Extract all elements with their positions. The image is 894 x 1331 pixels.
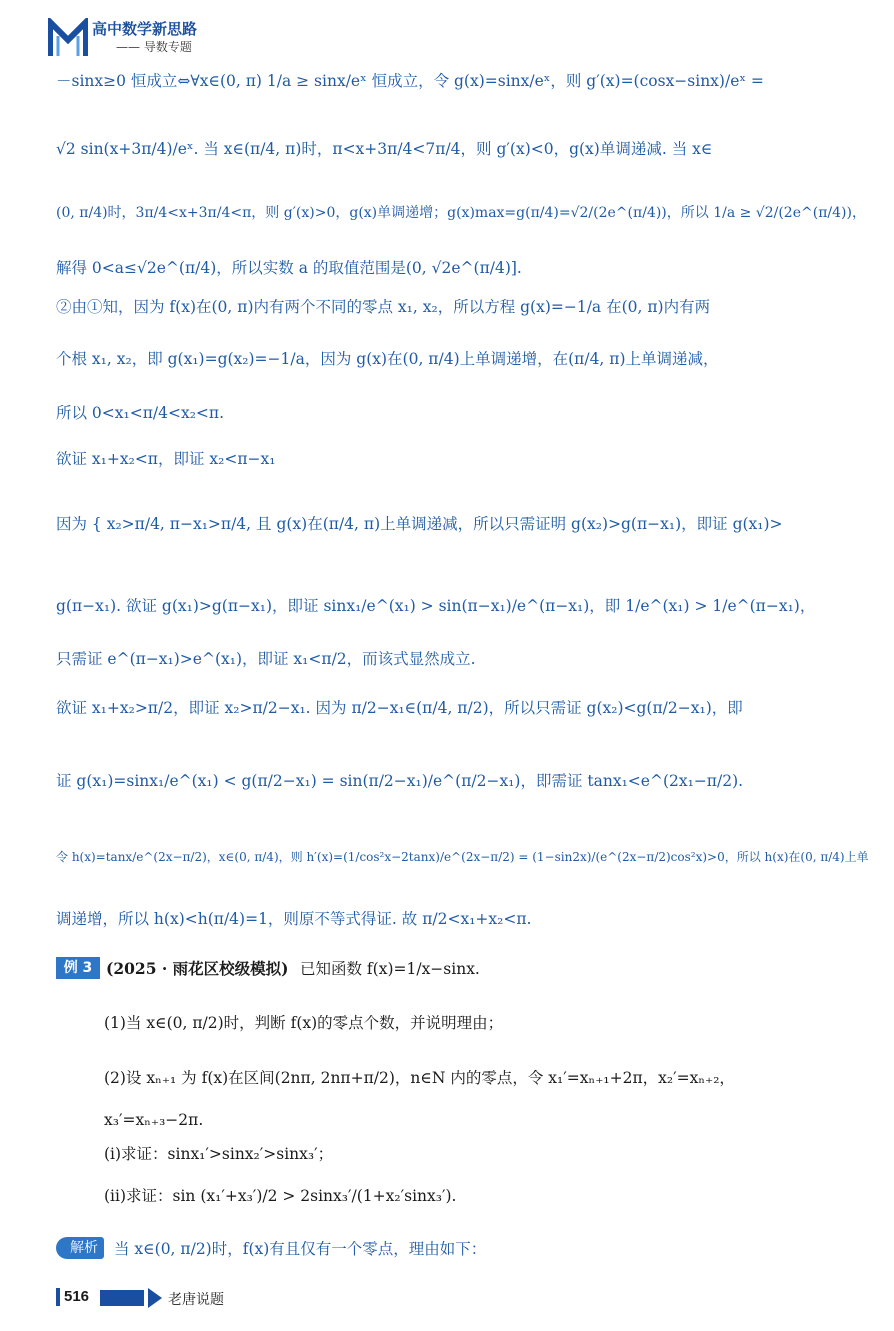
solution-text: 当 x∈(0, π/2)时，f(x)有且仅有一个零点，理由如下： [114,1240,487,1258]
book-subtitle: —— 导数专题 [116,40,192,54]
text-line: 因为 { x₂>π/4, π−x₁>π/4, 且 g(x)在(π/4, π)上单调递减，所以只需证明 g(x₂)>g(π−x₁)，即证 g(x₁)> [56,515,783,533]
text-line: 所以 0<x₁<π/4<x₂<π. [56,404,225,422]
arrow-icon [148,1288,162,1308]
text-line: (0, π/4)时，3π/4<x+3π/4<π，则 g′(x)>0，g(x)单调递增；g(x)max=g(π/4)=√2/(2e^(π/4))，所以 1/a ≥ √2/(2e^(π/4))， [56,205,866,221]
example-stem: 已知函数 f(x)=1/x−sinx. [300,960,480,978]
page-footer [56,1286,456,1310]
footer-label: 老唐说题 [168,1292,224,1308]
question-2-ii: (ⅱ)求证：sin (x₁′+x₃′)/2 > 2sinx₃′/(1+x₂′sinx₃′). [104,1187,457,1205]
page-number: 516 [64,1288,90,1305]
text-line: 解得 0<a≤√2e^(π/4)，所以实数 a 的取值范围是(0, √2e^(π/4)]. [56,259,522,277]
text-line: 欲证 x₁+x₂>π/2，即证 x₂>π/2−x₁. 因为 π/2−x₁∈(π/4, π/2)，所以只需证 g(x₂)<g(π/2−x₁)，即 [56,699,743,717]
book-title: 高中数学新思路 [92,20,198,38]
text-line: 证 g(x₁)=sinx₁/e^(x₁) < g(π/2−x₁) = sin(π/2−x₁)/e^(π/2−x₁)，即需证 tanx₁<e^(2x₁−π/2). [56,772,744,790]
text-line: 欲证 x₁+x₂<π，即证 x₂<π−x₁ [56,450,276,468]
logo-icon [48,18,88,58]
page-header [48,16,868,66]
example-badge: 例 3 [56,957,100,979]
text-line: g(π−x₁). 欲证 g(x₁)>g(π−x₁)，即证 sinx₁/e^(x₁) > sin(π−x₁)/e^(π−x₁)，即 1/e^(x₁) > 1/e^(π−x₁)， [56,597,816,615]
example-source: (2025 · 雨花区校级模拟) [106,959,289,978]
text-line: 调递增，所以 h(x)<h(π/4)=1，则原不等式得证. 故 π/2<x₁+x₂<π. [56,910,532,928]
text-line: －sinx≥0 恒成立⇔∀x∈(0, π) 1/a ≥ sinx/eˣ 恒成立，令 g(x)=sinx/eˣ，则 g′(x)=(cosx−sinx)/eˣ = [56,72,764,90]
text-line: 只需证 e^(π−x₁)>e^(x₁)，即证 x₁<π/2，而该式显然成立. [56,650,476,668]
text-line: ②由①知，因为 f(x)在(0, π)内有两个不同的零点 x₁, x₂，所以方程 g(x)=−1/a 在(0, π)内有两 [56,298,711,316]
footer-block [100,1290,144,1306]
question-2-cont: x₃′=xₙ₊₃−2π. [104,1111,204,1129]
question-1: (1)当 x∈(0, π/2)时，判断 f(x)的零点个数，并说明理由； [104,1014,504,1032]
text-line: 个根 x₁, x₂，即 g(x₁)=g(x₂)=−1/a，因为 g(x)在(0, π/4)上单调递增，在(π/4, π)上单调递减， [56,350,719,368]
text-line: 令 h(x)=tanx/e^(2x−π/2)，x∈(0, π/4)，则 h′(x)=(1/cos²x−2tanx)/e^(2x−π/2) = (1−sin2x)/(e^(2x−π/2)cos²x)>0，所以 h(x)在(0, π/4)上单 [56,850,869,864]
solution-badge: 解析 [56,1237,104,1259]
question-2: (2)设 xₙ₊₁ 为 f(x)在区间(2nπ, 2nπ+π/2)，n∈N 内的零点，令 x₁′=xₙ₊₁+2π，x₂′=xₙ₊₂， [104,1069,735,1087]
text-line: √2 sin(x+3π/4)/eˣ. 当 x∈(π/4, π)时，π<x+3π/4<7π/4，则 g′(x)<0，g(x)单调递减. 当 x∈ [56,140,713,158]
footer-bar [56,1288,60,1306]
question-2-i: (ⅰ)求证：sinx₁′>sinx₂′>sinx₃′； [104,1145,334,1163]
